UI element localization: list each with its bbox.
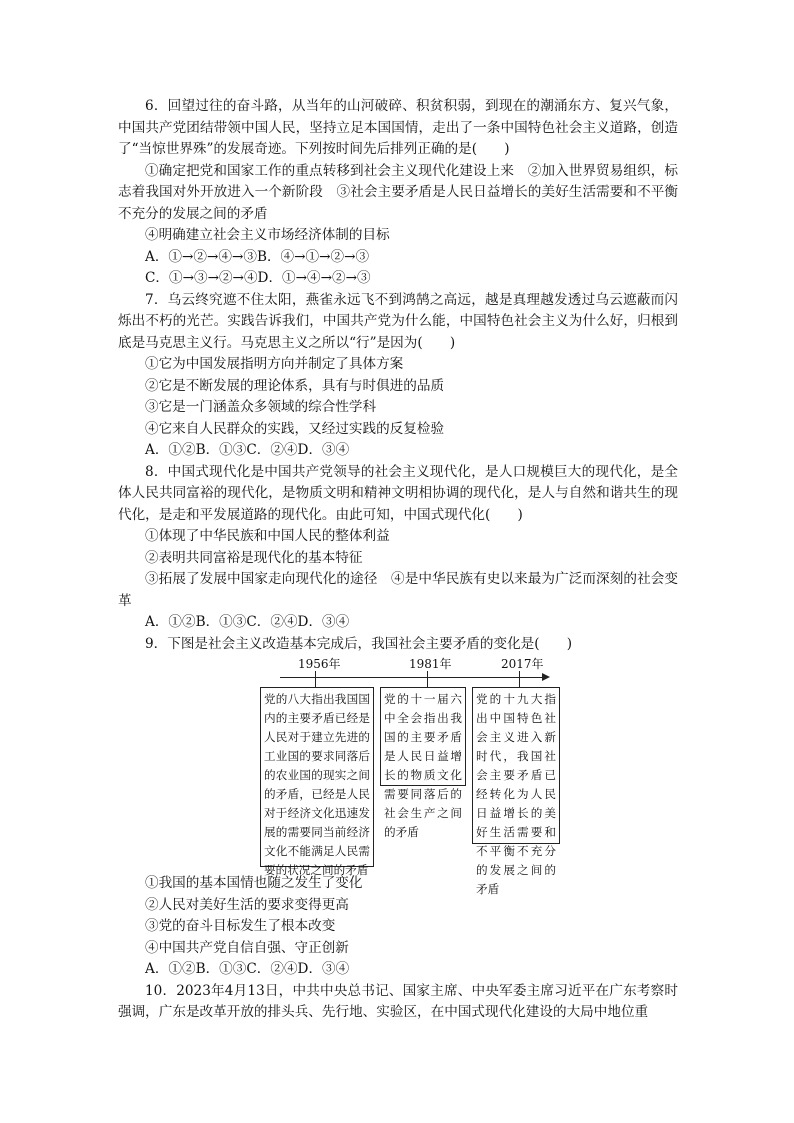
q9-item3: ③党的奋斗目标发生了根本改变 [145,918,336,934]
box-2017: 党的十九大指出中国特色社会主义进入新时代，我国社会主要矛盾已经转化为人民日益增长的美好生活需要和不平衡不充分的发展之间的矛盾 [472,687,560,844]
q9-stem: 9．下图是社会主义改造基本完成后，我国社会主要矛盾的变化是( ) [145,635,573,652]
box-1981: 党的十一届六中全会指出我国的主要矛盾是人民日益增长的物质文化需要同落后的社会生产之间的矛盾 [380,687,466,786]
q8-stem: 8．中国式现代化是中国共产党领导的社会主义现代化，是人口规模巨大的现代化，是全体人民共同富裕的现代化，是物质文明和精神文明相协调的现代化，是人与自然和谐共生的现代化，是走和平发展道路的现代化。由此可知，中国式现代化( ) [118,463,678,523]
q8-options: A．①②B．①③C．②④D．③④ [145,614,350,630]
q9-item1: ①我国的基本国情也随之发生了变化 [145,875,363,891]
q7-item4: ④它来自人民群众的实践，又经过实践的反复检验 [145,420,445,437]
q7-item3: ③它是一门涵盖众多领域的综合性学科 [145,399,377,415]
q9-item2: ②人民对美好生活的要求变得更高 [145,896,349,913]
timeline-arrowhead [542,673,550,681]
q7-stem: 7．乌云终究遮不住太阳，燕雀永远飞不到鸿鹄之高远，越是真理越发透过乌云遮蔽而闪烁出不朽的光芒。实践告诉我们，中国共产党为什么能，中国特色社会主义为什么好，归根到底是马克思主义行。马克思主义之所以“行”是因为( ) [118,291,678,351]
q7-options: A．①②B．①③C．②④D．③④ [145,442,350,458]
q10-stem: 10．2023年4月13日，中共中央总书记、国家主席、中央军委主席习近平在广东考察时强调，广东是改革开放的排头兵、先行地、实验区，在中国式现代化建设的大局中地位重 [118,982,678,1020]
q8-item1: ①体现了中华民族和中国人民的整体利益 [145,528,390,544]
q6-options-cd: C．①→③→②→④D．①→④→②→③ [145,270,371,286]
q8-item2: ②表明共同富裕是现代化的基本特征 [145,549,363,566]
year-label-2017: 2017年 [501,657,544,671]
exam-page [118,96,678,1024]
q6-item4: ④明确建立社会主义市场经济体制的目标 [145,227,390,243]
q8-item3: ③拓展了发展中国家走向现代化的途径 ④是中华民族有史以来最为广泛而深刻的社会变革 [118,571,678,609]
timeline-connector [427,678,428,687]
q7-item2: ②它是不断发展的理论体系，具有与时俱进的品质 [145,377,445,394]
timeline-tick [427,671,428,678]
q6-options-ab: A．①→②→④→③B．④→①→②→③ [145,248,370,265]
timeline-connector [315,678,316,687]
timeline-axis [280,677,542,678]
q6-stem: 6．回望过往的奋斗路，从当年的山河破碎、积贫积弱，到现在的潮涌东方、复兴气象，中国共产党团结带领中国人民，坚持立足本国国情，走出了一条中国特色社会主义道路，创造了“当惊世界殊”的发展奇迹。下列按时间先后排列正确的是( ) [118,98,678,157]
timeline-tick [519,671,520,678]
q9-options: A．①②B．①③C．②④D．③④ [145,961,350,977]
timeline-tick [315,671,316,678]
q7-item1: ①它为中国发展指明方向并制定了具体方案 [145,356,404,372]
q9-item4: ④中国共产党自信自强、守正创新 [145,939,349,956]
box-1956: 党的八大指出我国国内的主要矛盾已经是人民对于建立先进的工业国的要求同落后的农业国的现实之间的矛盾，已经是人民对于经济文化迅速发展的需要同当前经济文化不能满足人民需要的状况之间的矛盾 [260,687,374,867]
year-label-1981: 1981年 [409,657,452,671]
year-label-1956: 1956年 [298,657,341,671]
q6-items: ①确定把党和国家工作的重点转移到社会主义现代化建设上来 ②加入世界贸易组织，标志着我国对外开放进入一个新阶段 ③社会主要矛盾是人民日益增长的美好生活需要和不平衡不充分的发展之间的矛盾 [118,162,678,222]
timeline-connector [519,678,520,687]
